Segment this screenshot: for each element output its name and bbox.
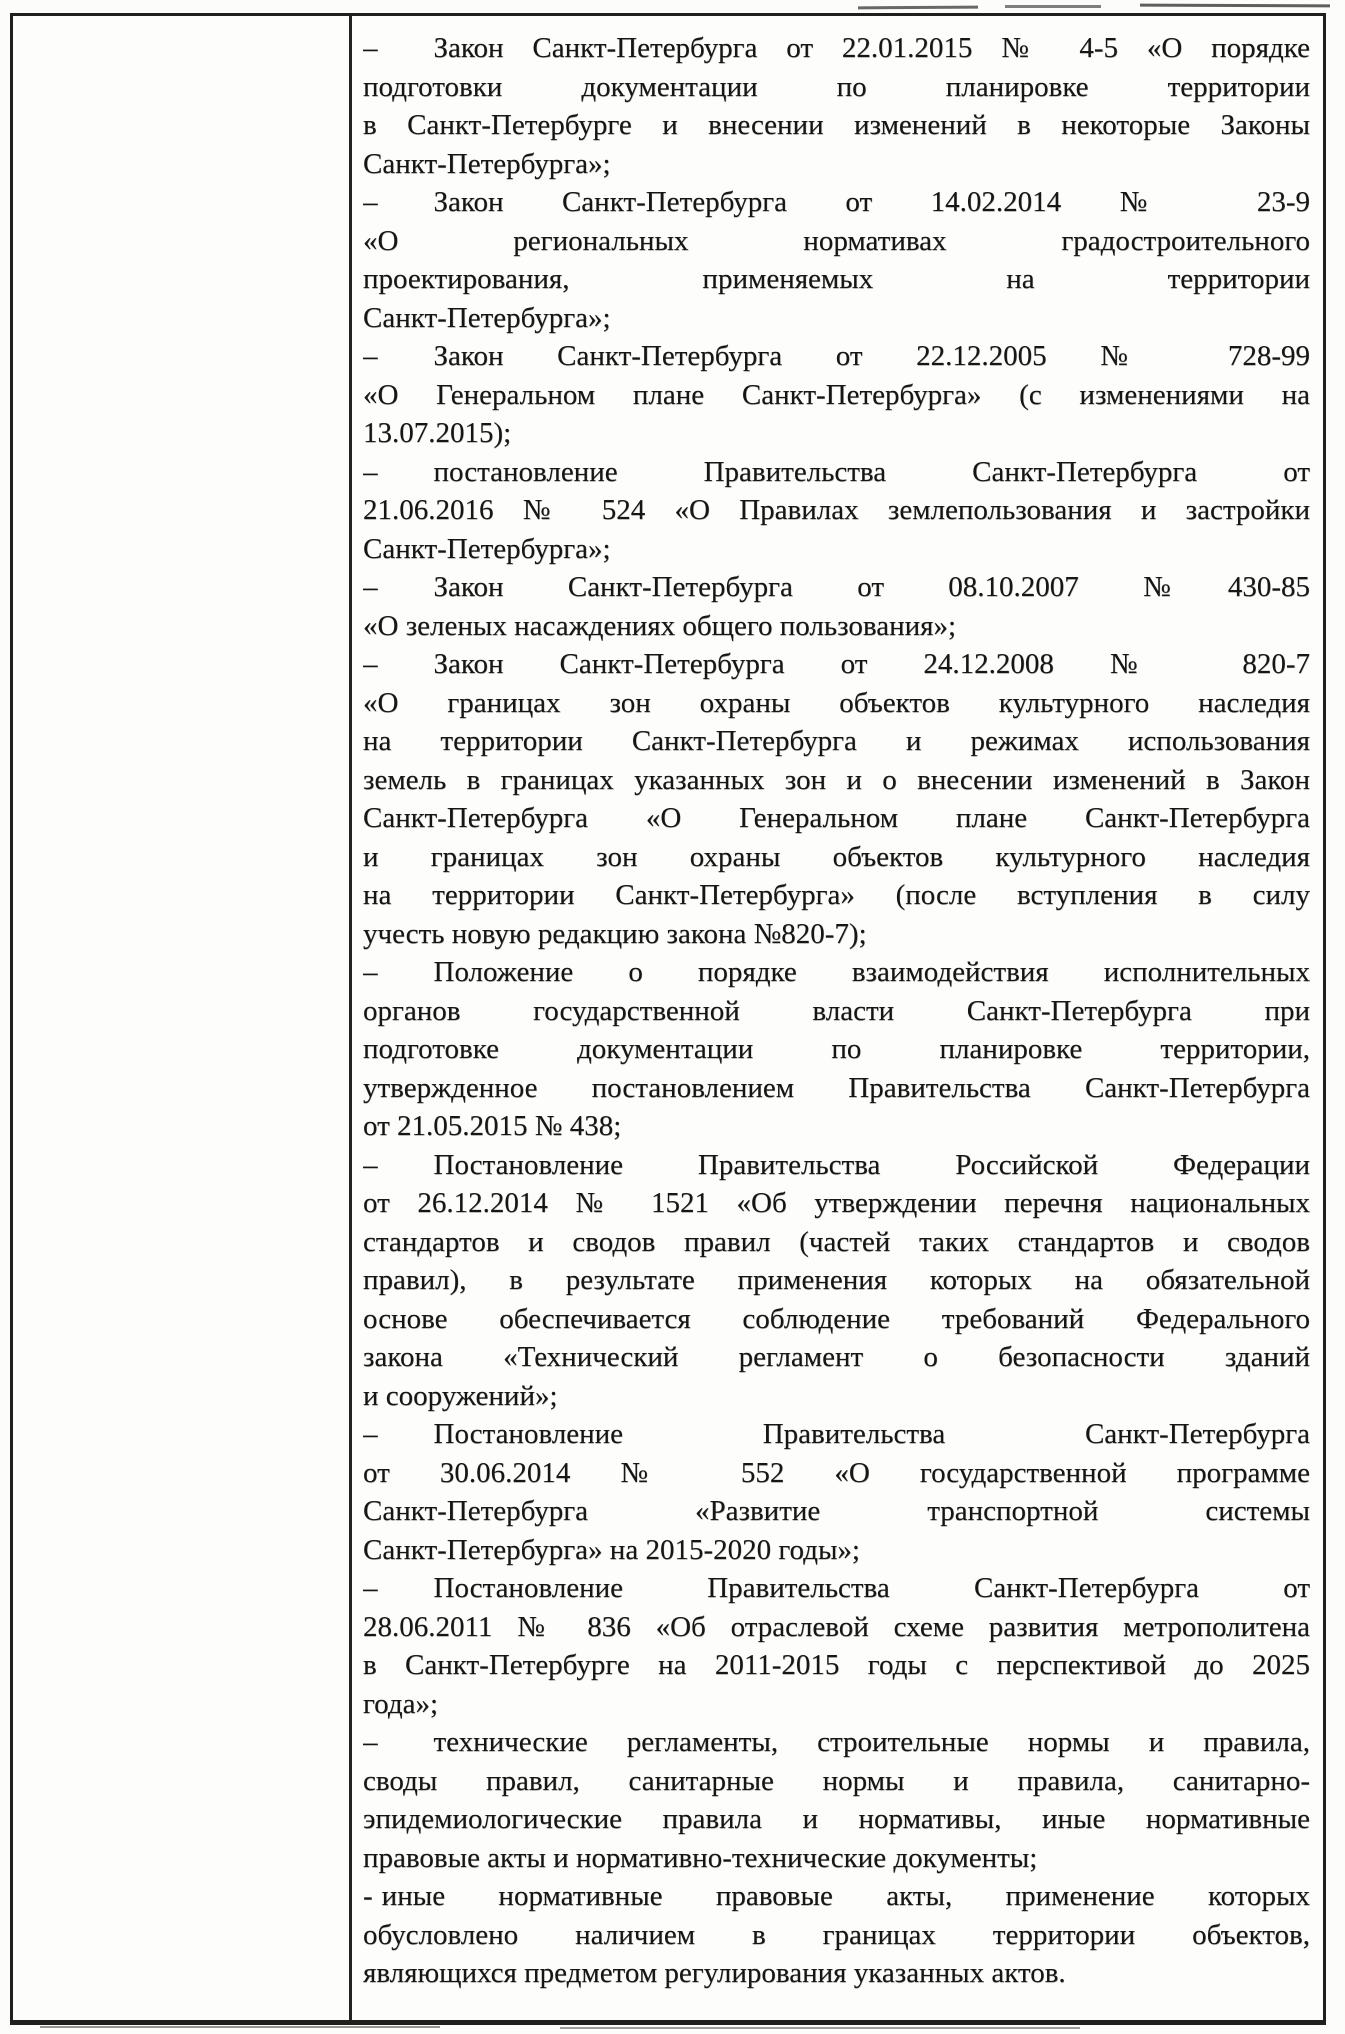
legal-references-cell	[352, 16, 1323, 2020]
text-line: закона «Технический регламент о безопасности зданий	[363, 1341, 1310, 1373]
text-line: от 30.06.2014 № 552 «О государственной программе	[363, 1456, 1310, 1489]
list-dash-marker: –	[363, 32, 378, 64]
text-line	[363, 453, 1310, 492]
text-line: в Санкт-Петербурге и внесении изменений в некоторые Законы	[363, 109, 1310, 141]
text-line: правовые акты и нормативно-технические документы;	[363, 1841, 1038, 1874]
text-line: «О зеленых насаждениях общего пользования»;	[363, 609, 957, 642]
text-line	[363, 1877, 1310, 1916]
list-dash-marker: –	[363, 1418, 378, 1450]
legal-item	[363, 1146, 1310, 1416]
text-line: правил), в результате применения которых на обязательной	[363, 1264, 1310, 1296]
scan-artifact	[40, 2026, 440, 2028]
text-line: основе обеспечивается соблюдение требований Федерального	[363, 1302, 1310, 1335]
text-line: в Санкт-Петербурге на 2011-2015 годы с перспективой до 2025	[363, 1649, 1310, 1681]
text-line: Санкт-Петербурга «Развитие транспортной системы	[363, 1495, 1310, 1527]
scan-artifact	[1140, 4, 1330, 8]
legal-item	[363, 568, 1310, 645]
text-line: Санкт-Петербурга» на 2015-2020 годы»;	[363, 1533, 860, 1566]
legal-item	[363, 1569, 1310, 1723]
legal-item	[363, 453, 1310, 569]
empty-left-cell	[13, 16, 352, 2020]
line-text: Закон Санкт-Петербурга от 22.01.2015 № 4-5 «О порядке	[433, 32, 1310, 64]
legal-item	[363, 1877, 1310, 1993]
text-line: Санкт-Петербурга»;	[363, 301, 611, 334]
line-text: Закон Санкт-Петербурга от 08.10.2007 №430-85	[433, 571, 1310, 603]
line-text: Закон Санкт-Петербурга от 14.02.2014 № 23-9	[433, 186, 1310, 218]
line-text: Закон Санкт-Петербурга от 22.12.2005 № 728-99	[433, 340, 1310, 372]
line-text: технические регламенты, строительные нормы и правила,	[433, 1726, 1310, 1758]
list-dash-marker: –	[363, 1148, 378, 1181]
text-line: от 21.05.2015 № 438;	[363, 1110, 622, 1142]
text-line: на территории Санкт-Петербурга» (после вступления в силу	[363, 879, 1310, 911]
text-line	[363, 1723, 1310, 1762]
text-line: являющихся предметом регулирования указанных актов.	[363, 1957, 1066, 1989]
list-dash-marker: –	[363, 455, 378, 488]
text-line: «О региональных нормативах градостроительного	[363, 224, 1310, 257]
line-text: постановление Правительства Санкт-Петербурга от	[433, 455, 1310, 488]
text-line	[363, 183, 1310, 222]
text-line: и границах зон охраны объектов культурного наследия	[363, 840, 1310, 873]
list-dash-marker: –	[363, 648, 378, 680]
line-text: иные нормативные правовые акты, применение которых	[381, 1880, 1310, 1912]
text-line: утвержденное постановлением Правительства Санкт-Петербурга	[363, 1071, 1310, 1104]
list-dash-marker: –	[363, 571, 378, 603]
line-text: Постановление Правительства Российской Федерации	[433, 1148, 1310, 1181]
text-line: Санкт-Петербурга «О Генеральном плане Санкт-Петербурга	[363, 802, 1310, 834]
scan-artifact	[858, 6, 978, 10]
text-line: и сооружений»;	[363, 1379, 558, 1412]
line-text: Постановление Правительства Санкт-Петербурга от	[433, 1572, 1310, 1604]
text-line: стандартов и сводов правил (частей таких стандартов и сводов	[363, 1225, 1310, 1258]
text-line	[363, 568, 1310, 607]
list-dash-marker: -	[363, 1880, 373, 1912]
text-line: учесть новую редакцию закона №820-7);	[363, 917, 867, 950]
legal-item	[363, 645, 1310, 953]
list-dash-marker: –	[363, 1572, 378, 1604]
legal-item	[363, 1723, 1310, 1877]
document-table	[10, 13, 1326, 2025]
text-line: эпидемиологические правила и нормативы, иные нормативные	[363, 1803, 1310, 1835]
text-line	[363, 953, 1310, 992]
text-line	[363, 29, 1310, 68]
text-line: своды правил, санитарные нормы и правила, санитарно-	[363, 1764, 1310, 1797]
text-line	[363, 1415, 1310, 1454]
list-dash-marker: –	[363, 1726, 378, 1758]
text-line: обусловлено наличием в границах территории объектов,	[363, 1918, 1310, 1951]
list-dash-marker: –	[363, 186, 378, 218]
text-line: на территории Санкт-Петербурга и режимах использования	[363, 725, 1310, 757]
text-line: 13.07.2015);	[363, 417, 512, 449]
text-line: Санкт-Петербурга»;	[363, 532, 611, 565]
legal-item	[363, 183, 1310, 337]
text-line	[363, 1569, 1310, 1608]
text-line: «О границах зон охраны объектов культурного наследия	[363, 686, 1310, 719]
text-line	[363, 337, 1310, 376]
line-text: Закон Санкт-Петербурга от 24.12.2008 № 820-7	[433, 648, 1310, 680]
legal-item	[363, 1415, 1310, 1569]
text-line: от 26.12.2014 № 1521 «Об утверждении перечня национальных	[363, 1187, 1310, 1219]
text-line: подготовки документации по планировке территории	[363, 70, 1310, 103]
text-line: 28.06.2011 № 836 «Об отраслевой схеме развития метрополитена	[363, 1610, 1310, 1643]
scan-artifact	[560, 2027, 1080, 2029]
text-line: 21.06.2016 № 524 «О Правилах землепользования и застройки	[363, 494, 1310, 526]
list-dash-marker: –	[363, 956, 378, 988]
text-line: «О Генеральном плане Санкт-Петербурга» (с изменениями на	[363, 378, 1310, 411]
text-line: земель в границах указанных зон и о внесении изменений в Закон	[363, 763, 1310, 796]
text-line: года»;	[363, 1687, 439, 1720]
scan-artifact	[1005, 5, 1101, 8]
text-line: проектирования, применяемых на территории	[363, 263, 1310, 295]
text-line: Санкт-Петербурга»;	[363, 147, 611, 180]
legal-item	[363, 337, 1310, 453]
legal-item	[363, 953, 1310, 1146]
text-line	[363, 1146, 1310, 1185]
text-line: подготовке документации по планировке территории,	[363, 1033, 1310, 1065]
line-text: Постановление Правительства Санкт-Петербурга	[433, 1418, 1310, 1450]
text-line	[363, 645, 1310, 684]
line-text: Положение о порядке взаимодействия исполнительных	[433, 956, 1310, 988]
text-line: органов государственной власти Санкт-Петербурга при	[363, 994, 1310, 1027]
list-dash-marker: –	[363, 340, 378, 372]
legal-item	[363, 29, 1310, 183]
